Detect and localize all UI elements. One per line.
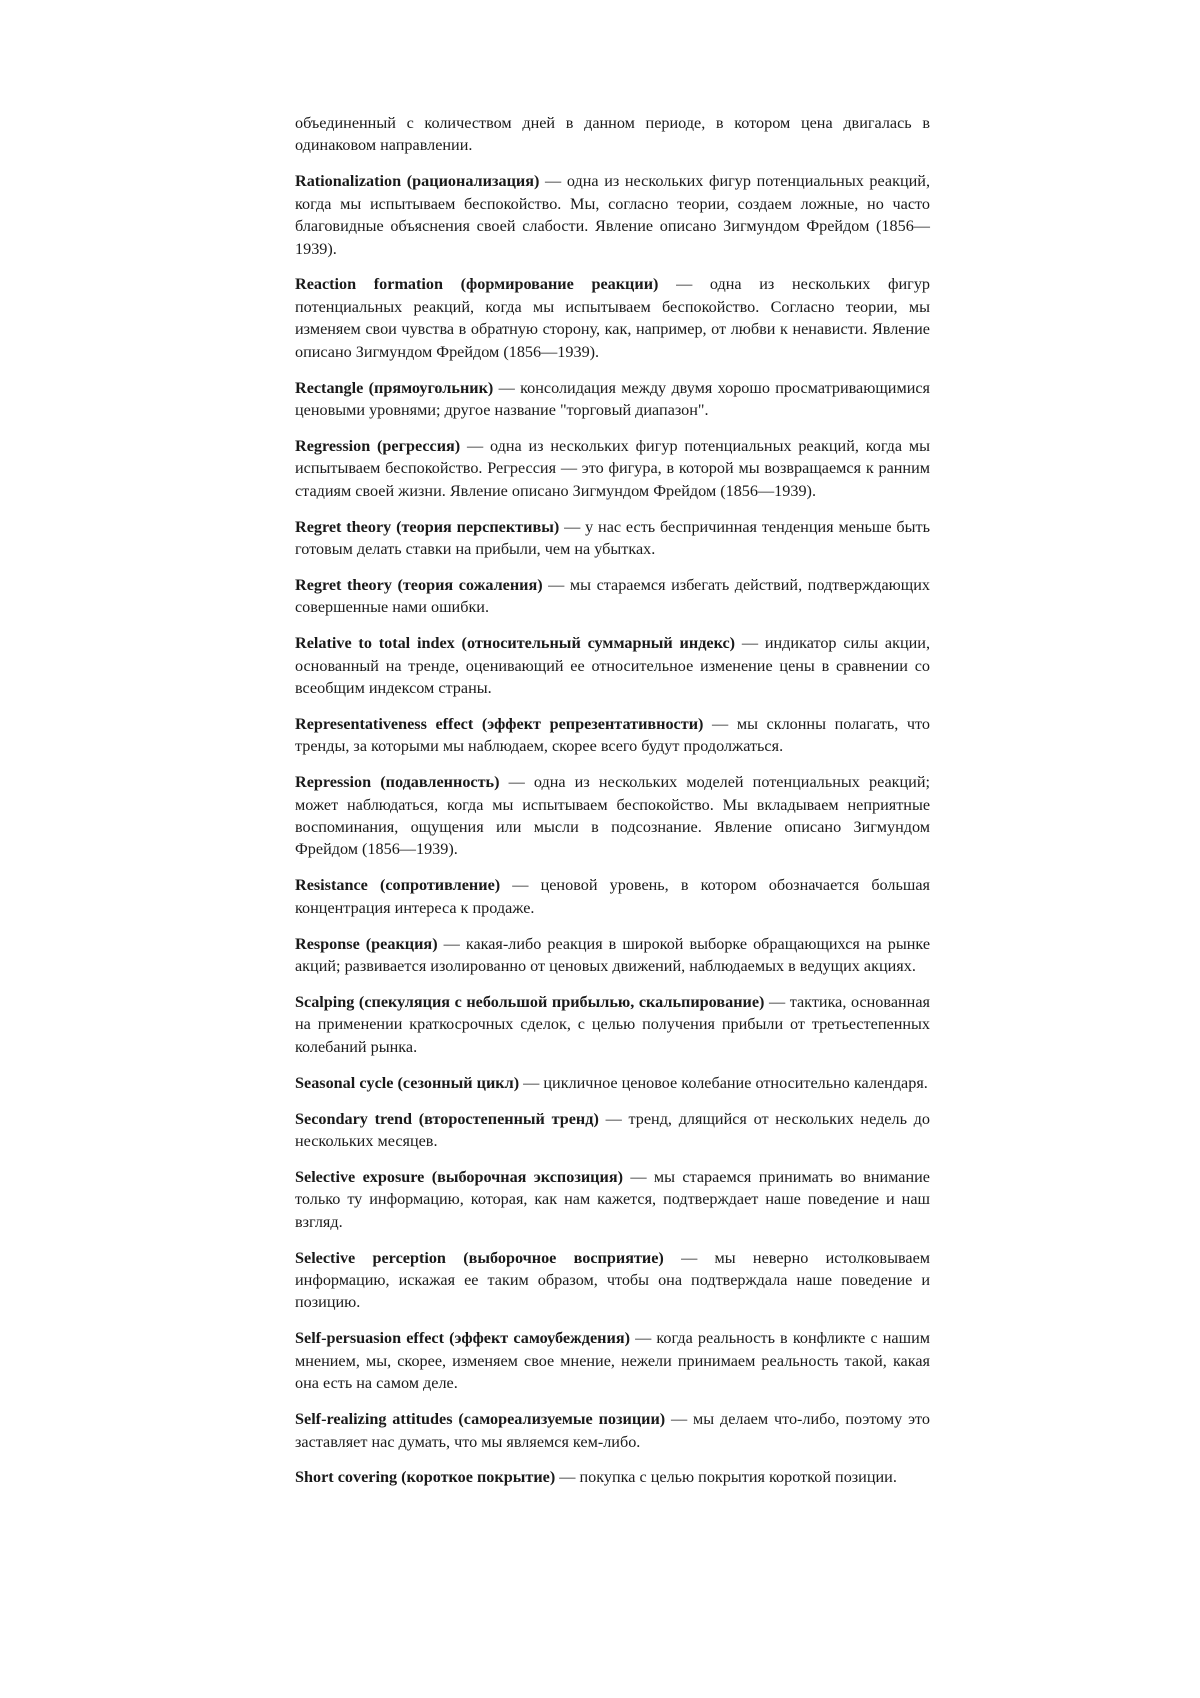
entry-definition: — какая-либо реакция в широкой выборке обращающихся на рынке акций; развивается изолированно от ценовых движений, наблюдаемых в ведущих акциях. bbox=[295, 935, 930, 975]
entry-definition: — тактика, основанная на применении краткосрочных сделок, с целью получения прибыли от третьестепенных колебаний рынка. bbox=[295, 993, 930, 1056]
glossary-entry bbox=[295, 1108, 930, 1153]
glossary-entry bbox=[295, 1247, 930, 1314]
entry-definition: — одна из нескольких фигур потенциальных реакций, когда мы испытываем беспокойство. Согласно теории, мы изменяем свои чувства в обратную сторону, как, например, от любви к ненависти. Явление описано Зигмундом Фрейдом (1856—1939). bbox=[295, 275, 930, 360]
glossary-entry bbox=[295, 632, 930, 699]
entry-term: Regret theory (теория сожаления) bbox=[295, 576, 543, 594]
glossary-entry bbox=[295, 435, 930, 502]
glossary-entry bbox=[295, 273, 930, 363]
entry-term: Regret theory (теория перспективы) bbox=[295, 518, 559, 536]
entry-term: Reaction formation (формирование реакции) bbox=[295, 275, 658, 293]
entry-definition: — мы склонны полагать, что тренды, за которыми мы наблюдаем, скорее всего будут продолжаться. bbox=[295, 715, 930, 755]
entry-definition: — мы неверно истолковываем информацию, искажая ее таким образом, чтобы она подтверждала наше поведение и позицию. bbox=[295, 1249, 930, 1312]
entry-term: Representativeness effect (эффект репрезентативности) bbox=[295, 715, 703, 733]
entry-definition: — у нас есть беспричинная тенденция меньше быть готовым делать ставки на прибыли, чем на убытках. bbox=[295, 518, 930, 558]
entry-term: Selective perception (выборочное восприятие) bbox=[295, 1249, 664, 1267]
glossary-entry bbox=[295, 1166, 930, 1233]
entry-term: Short covering (короткое покрытие) bbox=[295, 1468, 555, 1486]
glossary-entry bbox=[295, 1072, 930, 1094]
glossary-entry bbox=[295, 574, 930, 619]
glossary-entry bbox=[295, 377, 930, 422]
entry-definition: — когда реальность в конфликте с нашим мнением, мы, скорее, изменяем свое мнение, нежели принимаем реальность такой, какая она есть на самом деле. bbox=[295, 1329, 930, 1392]
glossary-entry bbox=[295, 1466, 930, 1488]
glossary-entry bbox=[295, 771, 930, 861]
glossary-entry bbox=[295, 1327, 930, 1394]
entry-term: Resistance (сопротивление) bbox=[295, 876, 500, 894]
entry-definition: — индикатор силы акции, основанный на тренде, оценивающий ее относительное изменение цены в сравнении со всеобщим индексом страны. bbox=[295, 634, 930, 697]
entry-term: Self-realizing attitudes (самореализуемые позиции) bbox=[295, 1410, 665, 1428]
glossary-entry bbox=[295, 991, 930, 1058]
entry-definition: — одна из нескольких фигур потенциальных реакций, когда мы испытываем беспокойство. Мы, согласно теории, создаем ложные, но часто благовидные объяснения своей слабости. Явление описано Зигмундом Фрейдом (1856—1939). bbox=[295, 172, 930, 257]
entry-term: Rationalization (рационализация) bbox=[295, 172, 539, 190]
entry-term: Rectangle (прямоугольник) bbox=[295, 379, 493, 397]
glossary-entries bbox=[295, 170, 930, 1489]
glossary-entry bbox=[295, 1408, 930, 1453]
entry-term: Secondary trend (второстепенный тренд) bbox=[295, 1110, 599, 1128]
glossary-entry bbox=[295, 874, 930, 919]
entry-term: Relative to total index (относительный суммарный индекс) bbox=[295, 634, 735, 652]
entry-term: Repression (подавленность) bbox=[295, 773, 500, 791]
entry-definition: — мы стараемся избегать действий, подтверждающих совершенные нами ошибки. bbox=[295, 576, 930, 616]
glossary-entry bbox=[295, 516, 930, 561]
entry-term: Self-persuasion effect (эффект самоубеждения) bbox=[295, 1329, 630, 1347]
entry-definition: — одна из нескольких фигур потенциальных реакций, когда мы испытываем беспокойство. Регрессия — это фигура, в которой мы возвращаемся к ранним стадиям своей жизни. Явление описано Зигмундом Фрейдом (1856—1939). bbox=[295, 437, 930, 500]
entry-definition: — одна из нескольких моделей потенциальных реакций; может наблюдаться, когда мы испытываем беспокойство. Мы вкладываем неприятные воспоминания, ощущения или мысли в подсознание. Явление описано Зигмундом Фрейдом (1856—1939). bbox=[295, 773, 930, 858]
entry-definition: — консолидация между двумя хорошо просматривающимися ценовыми уровнями; другое название "торговый диапазон". bbox=[295, 379, 930, 419]
document-page bbox=[295, 112, 930, 1502]
entry-term: Scalping (спекуляция с небольшой прибылью, скальпирование) bbox=[295, 993, 764, 1011]
entry-term: Regression (регрессия) bbox=[295, 437, 460, 455]
entry-definition: — ценовой уровень, в котором обозначается большая концентрация интереса к продаже. bbox=[295, 876, 930, 916]
entry-term: Selective exposure (выборочная экспозиция) bbox=[295, 1168, 623, 1186]
entry-definition: — тренд, длящийся от нескольких недель до нескольких месяцев. bbox=[295, 1110, 930, 1150]
entry-definition: — цикличное ценовое колебание относительно календаря. bbox=[519, 1074, 928, 1092]
entry-definition: — мы стараемся принимать во внимание только ту информацию, которая, как нам кажется, подтверждает наше поведение и наш взгляд. bbox=[295, 1168, 930, 1231]
entry-definition: — мы делаем что-либо, поэтому это заставляет нас думать, что мы являемся кем-либо. bbox=[295, 1410, 930, 1450]
glossary-entry bbox=[295, 713, 930, 758]
entry-term: Response (реакция) bbox=[295, 935, 438, 953]
glossary-entry bbox=[295, 933, 930, 978]
entry-term: Seasonal cycle (сезонный цикл) bbox=[295, 1074, 519, 1092]
entry-definition: — покупка с целью покрытия короткой позиции. bbox=[555, 1468, 897, 1486]
continuation-paragraph: объединенный с количеством дней в данном периоде, в котором цена двигалась в одинаковом направлении. bbox=[295, 112, 930, 157]
glossary-entry bbox=[295, 170, 930, 260]
